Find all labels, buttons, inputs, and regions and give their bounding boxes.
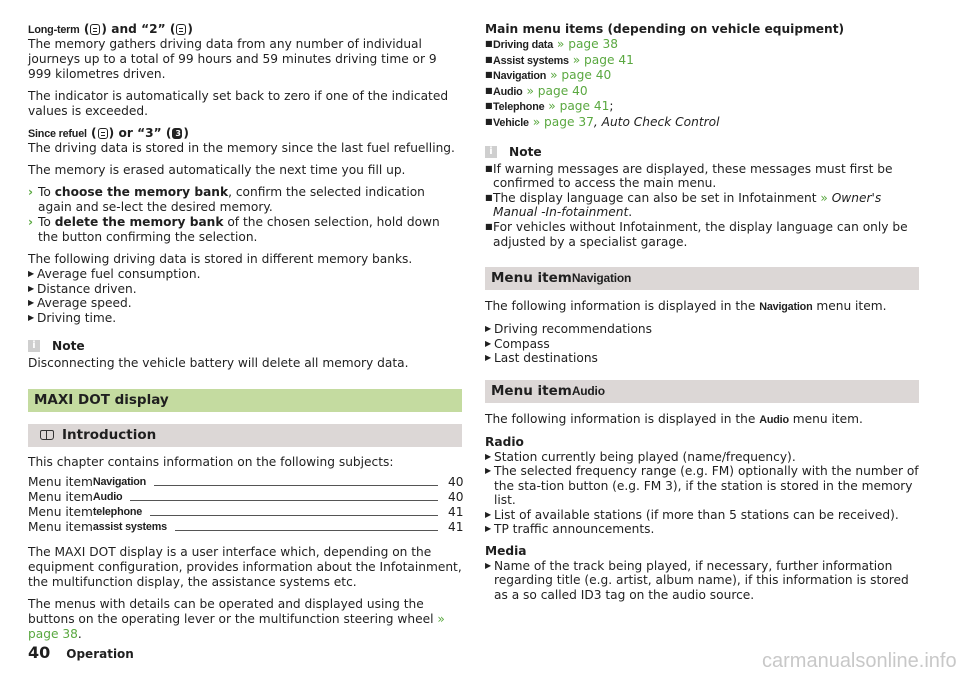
section-title-band bbox=[28, 389, 462, 412]
step-choose bbox=[28, 185, 462, 215]
main-menu-list bbox=[485, 37, 919, 131]
list-item bbox=[28, 311, 462, 326]
list-item bbox=[28, 296, 462, 311]
intro-title: Introduction bbox=[62, 427, 157, 444]
toc-page: 40 bbox=[448, 490, 464, 505]
sincerefuel-mid: ) or “3” ( bbox=[108, 126, 172, 140]
nav-item: Driving recommendations bbox=[494, 322, 652, 337]
audio-intro bbox=[485, 412, 919, 428]
toc-item: telephone bbox=[92, 506, 143, 519]
step2-post: of the chosen selection, hold down the button confirming the selection. bbox=[38, 215, 440, 244]
bank-item: Distance driven. bbox=[37, 281, 137, 296]
radio-item: List of available stations (if more than 5 stations can be received). bbox=[494, 507, 899, 522]
list-item bbox=[485, 508, 919, 523]
toc-leader bbox=[175, 530, 438, 531]
bank-item: Average fuel consumption. bbox=[37, 267, 201, 281]
list-item bbox=[28, 282, 462, 297]
band-item: Navigation bbox=[571, 271, 632, 286]
radio-item: Station currently being played (name/frequency). bbox=[494, 449, 796, 464]
maxi-p2-end: . bbox=[77, 627, 82, 642]
sincerefuel-paragraph-2: The memory is erased automatically the next time you fill up. bbox=[28, 163, 406, 177]
menu-name: Vehicle bbox=[493, 116, 529, 129]
maxi-p2-text: The menus with details can be operated and displayed using the buttons on the operating lever or the multifunction steering wheel bbox=[28, 597, 438, 627]
intro-item: Audio bbox=[759, 413, 789, 426]
step1-post: , confirm the selected indication again and se-lect the desired memory. bbox=[38, 185, 425, 214]
menu-name: Telephone bbox=[493, 101, 545, 114]
bullet-triangle-icon: ▶ bbox=[485, 338, 492, 348]
menu-extra: , Auto Check Control bbox=[593, 114, 720, 129]
page-link[interactable]: » bbox=[820, 190, 828, 205]
list-item bbox=[485, 450, 919, 465]
bullet-square-icon: ■ bbox=[485, 116, 493, 126]
info-icon: i bbox=[28, 340, 40, 352]
book-icon bbox=[40, 430, 54, 440]
media-label: Media bbox=[485, 544, 527, 559]
note-title: Note bbox=[52, 339, 85, 354]
footer-section-label: Operation bbox=[66, 647, 134, 661]
list-item bbox=[485, 53, 919, 69]
bullet-triangle-icon: ▶ bbox=[485, 509, 492, 519]
bank-item: Driving time. bbox=[37, 310, 117, 325]
toc-pre: Menu item bbox=[28, 505, 93, 520]
longterm-label: Long-term bbox=[28, 24, 80, 36]
radio-list bbox=[485, 450, 919, 538]
toc-entry[interactable] bbox=[28, 475, 462, 490]
banks-intro: The following driving data is stored in different memory banks. bbox=[28, 252, 413, 266]
note-text: If warning messages are displayed, these messages must first be confirmed to access the main menu. bbox=[493, 161, 893, 191]
list-item bbox=[485, 337, 919, 352]
sincerefuel-paragraph-1: The driving data is stored in the memory since the last fuel refuelling. bbox=[28, 141, 455, 155]
toc-entry[interactable] bbox=[28, 505, 462, 520]
nav-item: Compass bbox=[494, 336, 550, 351]
sincerefuel-label: Since refuel bbox=[28, 128, 87, 140]
bullet-triangle-icon: ▶ bbox=[485, 466, 492, 476]
toc-page: 41 bbox=[448, 505, 464, 520]
page-link[interactable]: » page 37 bbox=[532, 114, 594, 129]
toc-entry[interactable] bbox=[28, 520, 462, 535]
toc-page: 41 bbox=[448, 520, 464, 535]
note-heading bbox=[28, 339, 462, 353]
page-link[interactable]: » page 41 bbox=[572, 52, 634, 67]
longterm-heading: Long-term ( ) and “2” ( ) bbox=[28, 22, 193, 36]
toc-pre: Menu item bbox=[28, 490, 93, 505]
sincerefuel-end: ) bbox=[183, 126, 189, 140]
main-menu-title: Main menu items (depending on vehicle equipment) bbox=[485, 22, 845, 36]
banks-list bbox=[28, 267, 462, 325]
band-pre: Menu item bbox=[491, 382, 572, 399]
toc-item: assist systems bbox=[92, 521, 167, 534]
note-title: Note bbox=[509, 144, 542, 159]
maxi-paragraph-2 bbox=[28, 597, 462, 642]
note-item bbox=[485, 162, 919, 191]
list-item bbox=[485, 115, 919, 131]
toc-item: Navigation bbox=[92, 476, 147, 489]
info-icon: i bbox=[485, 146, 497, 158]
step1-pre: To bbox=[38, 185, 55, 199]
menu-extra: ; bbox=[609, 99, 614, 114]
page-number: 40 bbox=[28, 643, 51, 662]
section-title: MAXI DOT display bbox=[34, 392, 169, 409]
note-end: . bbox=[628, 205, 633, 220]
toc-item: Audio bbox=[92, 491, 123, 504]
memory-key-icon bbox=[98, 128, 108, 139]
bullet-triangle-icon: ▶ bbox=[485, 353, 492, 363]
intro-item: Navigation bbox=[759, 301, 813, 314]
note-heading bbox=[485, 145, 919, 159]
radio-label: Radio bbox=[485, 434, 524, 449]
sincerefuel-heading: Since refuel ( ) or “3” (3 ) bbox=[28, 126, 462, 141]
memory-key-2-icon bbox=[176, 24, 186, 35]
page-link[interactable]: » page 38 bbox=[28, 612, 445, 642]
note-text: The display language can also be set in Infotainment bbox=[493, 190, 821, 205]
intro-pre: The following information is displayed in the bbox=[485, 299, 760, 314]
nav-list bbox=[485, 322, 919, 366]
bullet-triangle-icon: ▶ bbox=[485, 524, 492, 534]
bullet-square-icon: ■ bbox=[485, 39, 493, 48]
intro-band bbox=[28, 424, 462, 447]
menu-name: Assist systems bbox=[493, 54, 569, 67]
right-column bbox=[485, 22, 919, 602]
watermark: carmanualsonline.info bbox=[762, 650, 957, 672]
menu-name: Driving data bbox=[493, 39, 553, 51]
toc-entry[interactable] bbox=[28, 490, 462, 505]
list-item bbox=[485, 99, 919, 115]
note-item bbox=[485, 220, 919, 249]
note-item bbox=[485, 191, 919, 220]
media-list bbox=[485, 559, 919, 603]
maxi-paragraph-1: The MAXI DOT display is a user interface which, depending on the equipment configuration, provides information about the Infotainment, the multifunction display, the assistance systems etc. bbox=[28, 545, 462, 590]
radio-item: The selected frequency range (e.g. FM) optionally with the number of the sta-tion button (e.g. FM 3), if the station is stored in the memory list. bbox=[494, 464, 919, 508]
bullet-triangle-icon: ▶ bbox=[28, 269, 35, 278]
list-item bbox=[485, 559, 919, 603]
nav-band bbox=[485, 267, 919, 290]
list-item bbox=[485, 351, 919, 366]
step-arrow-icon: › bbox=[28, 215, 34, 229]
note-text: Disconnecting the vehicle battery will delete all memory data. bbox=[28, 356, 409, 371]
toc-pre: Menu item bbox=[28, 520, 93, 535]
intro-pre: The following information is displayed in the bbox=[485, 411, 760, 426]
memory-key-icon bbox=[90, 24, 100, 35]
toc-pre: Menu item bbox=[28, 475, 93, 490]
bullet-square-icon: ■ bbox=[485, 221, 493, 231]
toc bbox=[28, 475, 462, 535]
page-footer bbox=[28, 643, 134, 662]
step-arrow-icon: › bbox=[28, 185, 34, 199]
list-item bbox=[485, 522, 919, 537]
bullet-triangle-icon: ▶ bbox=[485, 451, 492, 461]
list-item bbox=[485, 322, 919, 337]
list-item bbox=[485, 84, 919, 100]
left-column bbox=[28, 22, 462, 649]
memory-key-3-icon bbox=[172, 128, 182, 139]
bullet-square-icon: ■ bbox=[485, 163, 493, 173]
bullet-triangle-icon: ▶ bbox=[28, 283, 35, 293]
intro-post: menu item. bbox=[788, 411, 863, 426]
band-item: Audio bbox=[571, 383, 605, 398]
bullet-triangle-icon: ▶ bbox=[485, 560, 492, 570]
page-link[interactable]: » page 40 bbox=[550, 68, 612, 83]
menu-name: Audio bbox=[493, 85, 523, 98]
toc-leader bbox=[150, 515, 438, 516]
longterm-end: ) bbox=[187, 22, 193, 36]
bullet-square-icon: ■ bbox=[485, 70, 493, 80]
longterm-paragraph-2: The indicator is automatically set back to zero if one of the indicated values is exceeded. bbox=[28, 89, 449, 118]
bullet-square-icon: ■ bbox=[485, 192, 493, 202]
step2-pre: To bbox=[38, 215, 55, 229]
page-link[interactable]: » page 41 bbox=[548, 99, 610, 114]
bullet-triangle-icon: ▶ bbox=[28, 312, 35, 322]
bullet-square-icon: ■ bbox=[485, 54, 493, 64]
bullet-triangle-icon: ▶ bbox=[28, 298, 35, 308]
list-item bbox=[485, 37, 919, 53]
media-item: Name of the track being played, if necessary, further information regarding title (e.g. artist, album name), if this information is stored as a so called ID3 tag on the audio source. bbox=[494, 558, 909, 602]
toc-leader bbox=[130, 500, 438, 501]
step-delete bbox=[28, 215, 462, 245]
step2-bold: delete the memory bank bbox=[54, 215, 224, 229]
list-item bbox=[28, 267, 462, 282]
step1-bold: choose the memory bank bbox=[54, 185, 229, 199]
bullet-triangle-icon: ▶ bbox=[485, 324, 492, 334]
page-link[interactable]: » page 40 bbox=[526, 83, 588, 98]
radio-item: TP traffic announcements. bbox=[494, 522, 655, 537]
intro-text: This chapter contains information on the following subjects: bbox=[28, 455, 394, 470]
bullet-square-icon: ■ bbox=[485, 85, 493, 95]
longterm-mid: ) and “2” ( bbox=[101, 22, 176, 36]
bank-item: Average speed. bbox=[37, 296, 132, 311]
band-pre: Menu item bbox=[491, 270, 572, 287]
list-item bbox=[485, 68, 919, 84]
longterm-paragraph-1: The memory gathers driving data from any number of individual journeys up to a total of 99 hours and 59 minutes driving time or 9 999 kilometres driven. bbox=[28, 37, 437, 81]
toc-page: 40 bbox=[448, 475, 464, 490]
toc-leader bbox=[154, 485, 438, 486]
page-link[interactable]: » page 38 bbox=[556, 37, 619, 51]
nav-intro bbox=[485, 299, 919, 315]
menu-name: Navigation bbox=[493, 70, 547, 83]
nav-item: Last destinations bbox=[494, 351, 598, 366]
note-text: For vehicles without Infotainment, the display language can only be adjusted by a specialist garage. bbox=[493, 219, 908, 249]
note-italic: Owner's Manual -In-fotainment bbox=[493, 190, 882, 220]
audio-band bbox=[485, 380, 919, 403]
intro-post: menu item. bbox=[812, 299, 887, 314]
bullet-square-icon: ■ bbox=[485, 101, 493, 111]
list-item bbox=[485, 464, 919, 508]
